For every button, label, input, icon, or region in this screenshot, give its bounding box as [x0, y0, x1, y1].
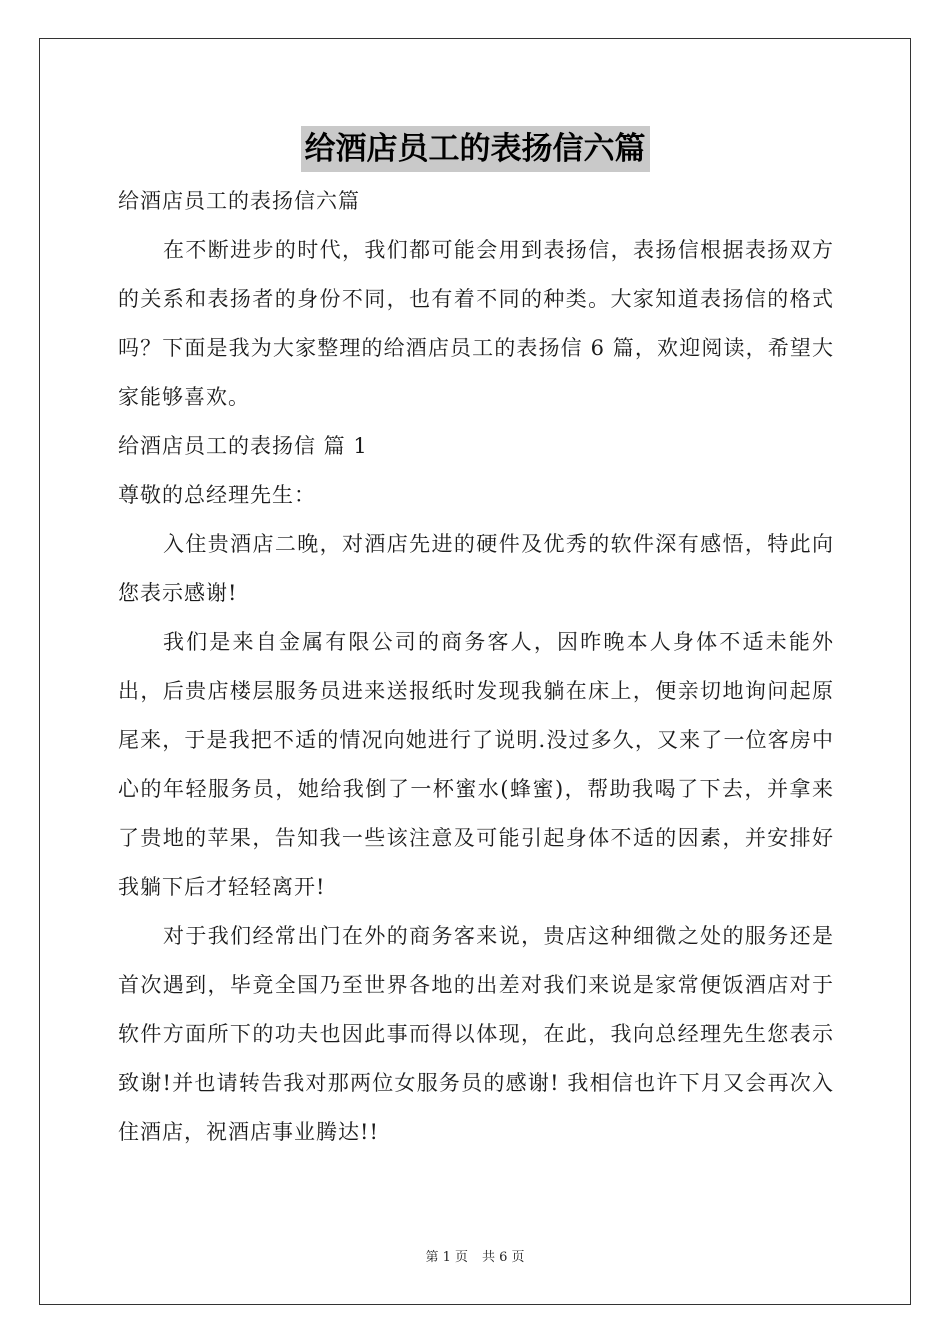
intro-paragraph: 在不断进步的时代，我们都可能会用到表扬信，表扬信根据表扬双方的关系和表扬者的身份不同，也有着不同的种类。大家知道表扬信的格式吗？下面是我为大家整理的给酒店员工的表扬信 6 篇，欢迎阅读，希望大家能够喜欢。	[118, 238, 834, 409]
section-heading: 给酒店员工的表扬信 篇 1	[118, 434, 368, 458]
body-paragraph-3: 对于我们经常出门在外的商务客来说，贵店这种细微之处的服务还是首次遇到，毕竟全国乃至世界各地的出差对我们来说是家常便饭酒店对于软件方面所下的功夫也因此事而得以体现，在此，我向总经理先生您表示致谢!并也请转告我对那两位女服务员的感谢! 我相信也许下月又会再次入住酒店，祝酒店事业腾达!!	[118, 924, 834, 1144]
subtitle-line: 给酒店员工的表扬信六篇	[118, 189, 360, 213]
page-total: 共 6 页	[482, 1250, 525, 1265]
document-title: 给酒店员工的表扬信六篇	[301, 126, 650, 172]
title-container	[0, 126, 950, 172]
document-body	[118, 177, 834, 1157]
body-paragraph-1: 入住贵酒店二晚，对酒店先进的硬件及优秀的软件深有感悟，特此向您表示感谢!	[118, 532, 834, 605]
page-number: 第 1 页	[425, 1250, 468, 1265]
body-paragraph-2: 我们是来自金属有限公司的商务客人，因昨晚本人身体不适未能外出，后贵店楼层服务员进来送报纸时发现我躺在床上，便亲切地询问起原尾来，于是我把不适的情况向她进行了说明.没过多久，又来了一位客房中心的年轻服务员，她给我倒了一杯蜜水(蜂蜜)，帮助我喝了下去，并拿来了贵地的苹果，告知我一些该注意及可能引起身体不适的因素，并安排好我躺下后才轻轻离开!	[118, 630, 834, 899]
page-footer	[0, 1246, 950, 1265]
salutation: 尊敬的总经理先生：	[118, 483, 316, 507]
